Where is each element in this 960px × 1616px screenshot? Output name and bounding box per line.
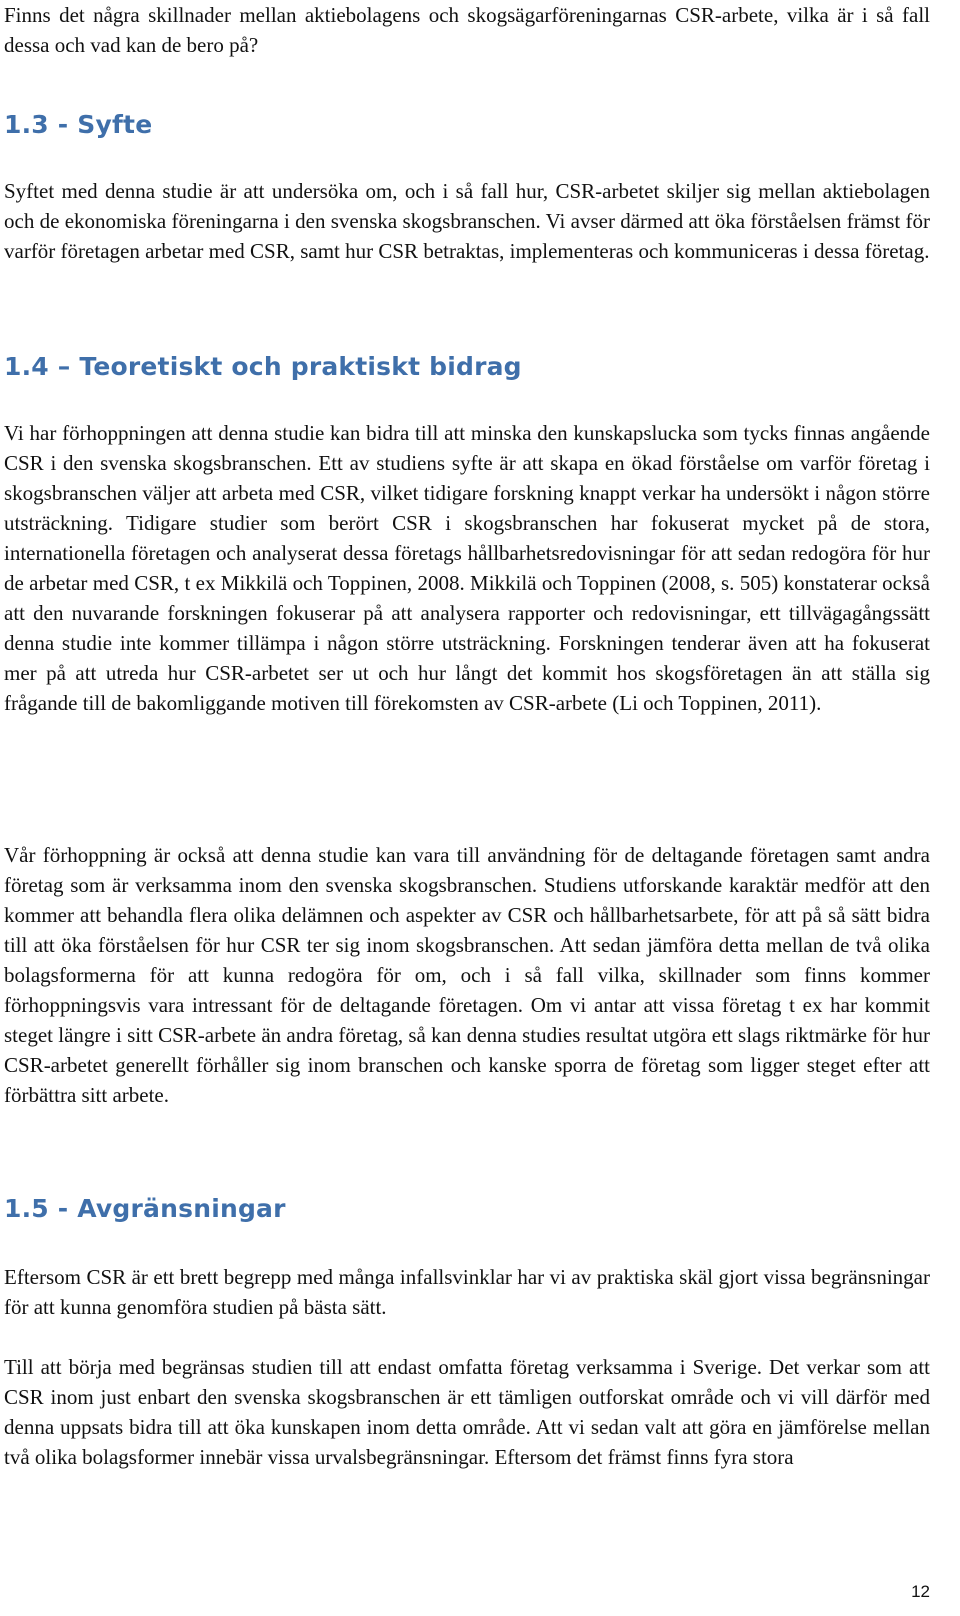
paragraph-avgransningar-1: Eftersom CSR är ett brett begrepp med många infallsvinklar har vi av praktiska skäl gjort vissa begränsningar för att kunna genomföra studien på bästa sätt. xyxy=(4,1265,930,1319)
paragraph-bidrag-2: Vår förhoppning är också att denna studie kan vara till användning för de deltagande företagen samt andra företag som är verksamma inom den svenska skogsbranschen. Studiens utforskande karaktär medför att den kommer att behandla flera olika delämnen och aspekter av CSR och hållbarhetsarbete, för att på så sätt bidra till att öka förståelsen för hur CSR ter sig inom skogsbranschen. Att sedan jämföra detta mellan de två olika bolagsformerna för att kunna redogöra för om, och i så fall vilka, skillnader som finns kommer förhoppningsvis vara intressant för de deltagande företagen. Om vi antar att vissa företag t ex har kommit steget längre i sitt CSR-arbete än andra företag, så kan denna studies resultat utgöra ett slags riktmärke för hur CSR-arbetet generellt förhåller sig inom branschen och kanske sporra de företag som ligger steget efter att förbättra sitt arbete. xyxy=(4,843,930,1107)
section-heading-avgransningar: 1.5 - Avgränsningar xyxy=(4,1194,286,1223)
section-heading-syfte: 1.3 - Syfte xyxy=(4,110,153,139)
paragraph-syfte: Syftet med denna studie är att undersöka om, och i så fall hur, CSR-arbetet skiljer sig mellan aktiebolagen och de ekonomiska föreningarna i den svenska skogsbranschen. Vi avser därmed att öka förståelsen främst för varför företagen arbetar med CSR, samt hur CSR betraktas, implementeras och kommuniceras i dessa företag. xyxy=(4,179,930,263)
paragraph-avgransningar-2: Till att börja med begränsas studien till att endast omfatta företag verksamma i Sverige. Det verkar som att CSR inom just enbart den svenska skogsbranschen är ett tämligen outforskat område och vi vill därför med denna uppsats bidra till att öka kunskapen inom detta område. Att vi sedan valt att göra en jämförelse mellan två olika bolagsformer innebär vissa urvalsbegränsningar. Eftersom det främst finns fyra stora xyxy=(4,1355,930,1469)
paragraph-bidrag-1: Vi har förhoppningen att denna studie kan bidra till att minska den kunskapslucka som tycks finnas angående CSR i den svenska skogsbranschen. Ett av studiens syfte är att skapa en ökad förståelse om varför företag i skogsbranschen väljer att arbeta med CSR, vilket tidigare forskning knappt verkar ha undersökt i någon större utsträckning. Tidigare studier som berört CSR i skogsbranschen har fokuserat mycket på de stora, internationella företagen och analyserat dessa företags hållbarhetsredovisningar för att sedan redogöra för hur de arbetar med CSR, t ex Mikkilä och Toppinen, 2008. Mikkilä och Toppinen (2008, s. 505) konstaterar också att den nuvarande forskningen fokuserar på att analysera rapporter och redovisningar, ett tillvägagångssätt denna studie inte kommer tillämpa i någon större utsträckning. Forskningen tenderar även att ha fokuserat mer på att utreda hur CSR-arbetet ser ut och hur långt det kommit hos skogsföretagen än att ställa sig frågande till de bakomliggande motiven till förekomsten av CSR-arbete (Li och Toppinen, 2011). xyxy=(4,421,930,715)
page-number: 12 xyxy=(911,1582,930,1601)
section-heading-teoretiskt-bidrag: 1.4 – Teoretiskt och praktiskt bidrag xyxy=(4,352,522,381)
intro-paragraph: Finns det några skillnader mellan aktiebolagens och skogsägarföreningarnas CSR-arbete, vilka är i så fall dessa och vad kan de bero på? xyxy=(4,3,930,57)
